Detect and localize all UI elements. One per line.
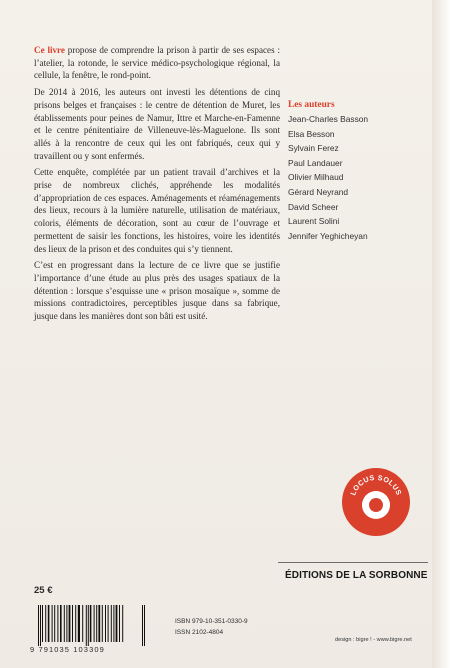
blurb-paragraph-3: Cette enquête, complétée par un patient travail d’archives et la prise de nombreux clichés, appréhende les modalités d’appropriation de ces espaces. Aménagements et réaménagements des lieux, recours à la lumière naturelle, utilisation de matériaux, coloris, éléments de décoration, sont au cœur de l’ouvrage et permettent de saisir les fonctions, les histoires, voire les identités des lieux de la prison et des conduites qui s’y tiennent. [34,167,280,254]
issn: ISSN 2102-4804 [175,629,224,636]
author-name: Sylvain Ferez [288,143,339,154]
design-credit: design : bigre ! - www.bigre.net [335,637,412,643]
author-name: Laurent Solini [288,216,340,227]
locus-solus-logo [341,467,411,537]
isbn-block [175,616,248,638]
author-name: Gérard Neyrand [288,186,349,197]
back-cover-blurb [34,44,280,327]
barcode-number: 9 791035 103309 [30,645,105,654]
blurb-lead: Ce livre [34,45,65,55]
author-name: Olivier Milhaud [288,172,344,183]
barcode-icon [36,605,148,646]
blurb-paragraph-1-text: propose de comprendre la prison à partir de ses espaces : l’atelier, la rotonde, le service médico-psychologique régional, la cellule, la fenêtre, le rond-point. [34,45,280,81]
blurb-paragraph-4: C’est en progressant dans la lecture de ce livre que se justifie l’importance d’une étude au plus près des usages spatiaux de la détention : lorsque s’esquisse une « prison mosaïque », somme de missions contradictoires, perceptibles jusque dans sa fabrique, jusque dans les manières dont son bâti est usité. [34,260,280,322]
isbn: ISBN 979-10-351-0330-9 [175,618,248,625]
author-name: David Scheer [288,201,339,212]
publisher-divider [278,562,428,563]
blurb-paragraph-2: De 2014 à 2016, les auteurs ont investi les détentions de cinq prisons belges et françaises : le centre de détention de Muret, les établissements pour peines de Namur, Ittre et Marche-en-Famenne et le centre pénitentiaire de Villeneuve-lès-Maguelone. Ils sont allés à la rencontre de ceux qui les ont fabriqués, ceux qui y travaillent ou y sont enfermés. [34,87,280,161]
cover-edge [432,0,450,668]
logo-text: LOCUS SOLUS [348,472,404,497]
publisher-name: ÉDITIONS DE LA SORBONNE [285,570,428,581]
author-name: Elsa Besson [288,128,335,139]
author-name: Jean-Charles Basson [288,114,369,124]
author-name: Paul Landauer [288,157,343,168]
price: 25 € [34,585,53,596]
authors-title: Les auteurs [288,100,335,110]
authors-list [288,100,428,243]
blurb-paragraph-1 [34,44,280,82]
author-name: Jennifer Yeghicheyan [288,230,368,241]
